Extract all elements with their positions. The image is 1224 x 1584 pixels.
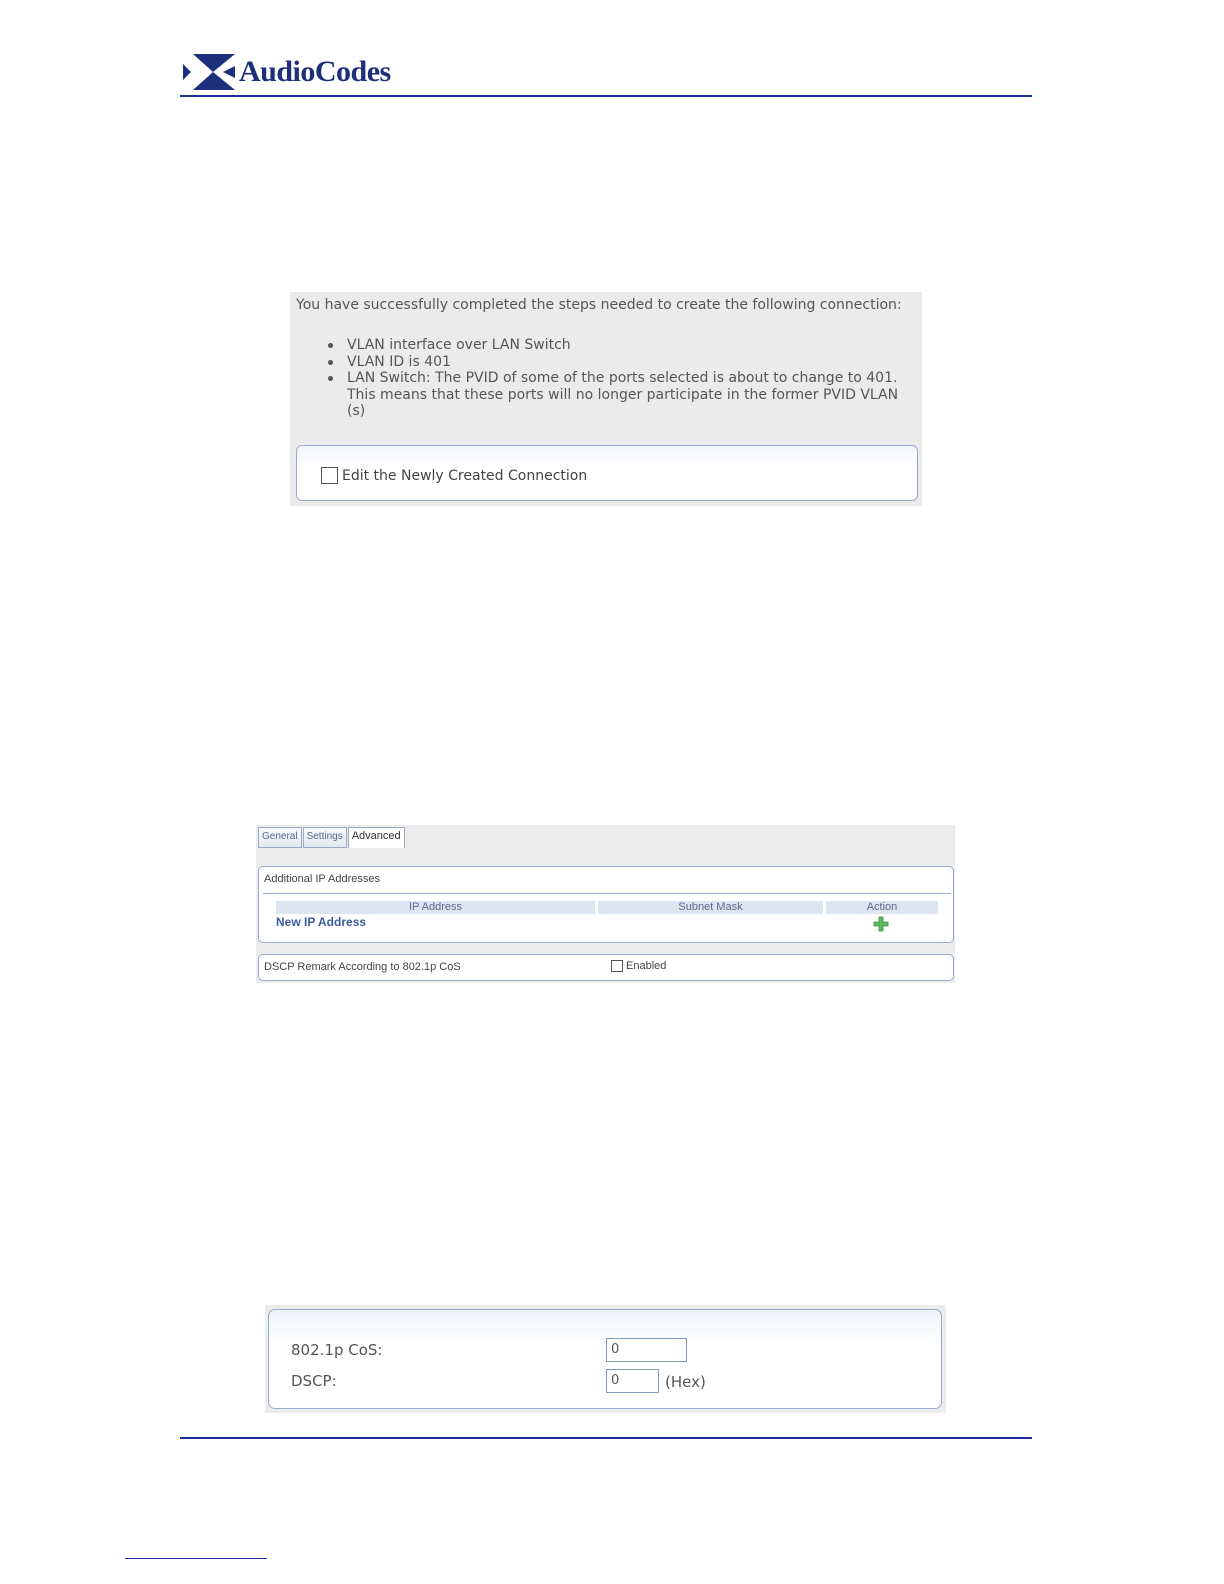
dscp-remark-section: [258, 954, 954, 981]
tab-bar: [258, 827, 406, 848]
section-divider: [263, 893, 951, 894]
dscp-enabled-checkbox[interactable]: [611, 960, 623, 972]
summary-item: VLAN interface over LAN Switch: [347, 337, 917, 354]
dscp-enabled-label: Enabled: [626, 960, 667, 972]
tab-advanced[interactable]: Advanced: [348, 827, 405, 848]
advanced-settings-screen: [256, 825, 955, 983]
column-header-ip: IP Address: [276, 901, 595, 914]
section-title: Additional IP Addresses: [264, 873, 380, 885]
column-header-action: Action: [826, 901, 938, 914]
audiocodes-logo: [183, 53, 391, 91]
tab-general[interactable]: General: [258, 827, 302, 848]
dscp-input[interactable]: 0: [606, 1369, 659, 1393]
tab-settings[interactable]: Settings: [303, 827, 347, 848]
footnote-rule: [125, 1558, 267, 1559]
additional-ip-section: [258, 866, 954, 943]
summary-item: VLAN ID is 401: [347, 354, 917, 371]
cos-dscp-mapping-screen: [265, 1305, 946, 1413]
cos-input[interactable]: 0: [606, 1338, 687, 1362]
summary-title: You have successfully completed the steps needed to create the following connection:: [296, 297, 902, 313]
edit-connection-checkbox[interactable]: [321, 467, 338, 484]
header-rule: [180, 95, 1032, 97]
mapping-panel: [268, 1309, 942, 1409]
summary-item: LAN Switch: The PVID of some of the ports selected is about to change to 401. This means that these ports will no longer participate in the former PVID VLAN (s): [347, 370, 917, 420]
dscp-enabled-option[interactable]: [611, 960, 666, 972]
new-ip-address-link[interactable]: New IP Address: [276, 915, 367, 929]
dscp-unit-label: (Hex): [665, 1373, 706, 1391]
edit-connection-label: Edit the Newly Created Connection: [342, 467, 588, 484]
audiocodes-logo-icon: [183, 54, 235, 90]
logo-wordmark: AudioCodes: [239, 55, 391, 88]
footer-rule: [180, 1437, 1032, 1439]
cos-label: 802.1p CoS:: [291, 1341, 383, 1359]
edit-connection-panel: [296, 445, 918, 501]
column-header-subnet: Subnet Mask: [598, 901, 823, 914]
edit-connection-option[interactable]: [321, 467, 587, 484]
add-icon[interactable]: [873, 916, 889, 932]
dscp-remark-label: DSCP Remark According to 802.1p CoS: [264, 961, 461, 973]
dscp-label: DSCP:: [291, 1372, 337, 1390]
connection-summary-screen: [290, 292, 922, 506]
summary-list: [298, 337, 917, 420]
